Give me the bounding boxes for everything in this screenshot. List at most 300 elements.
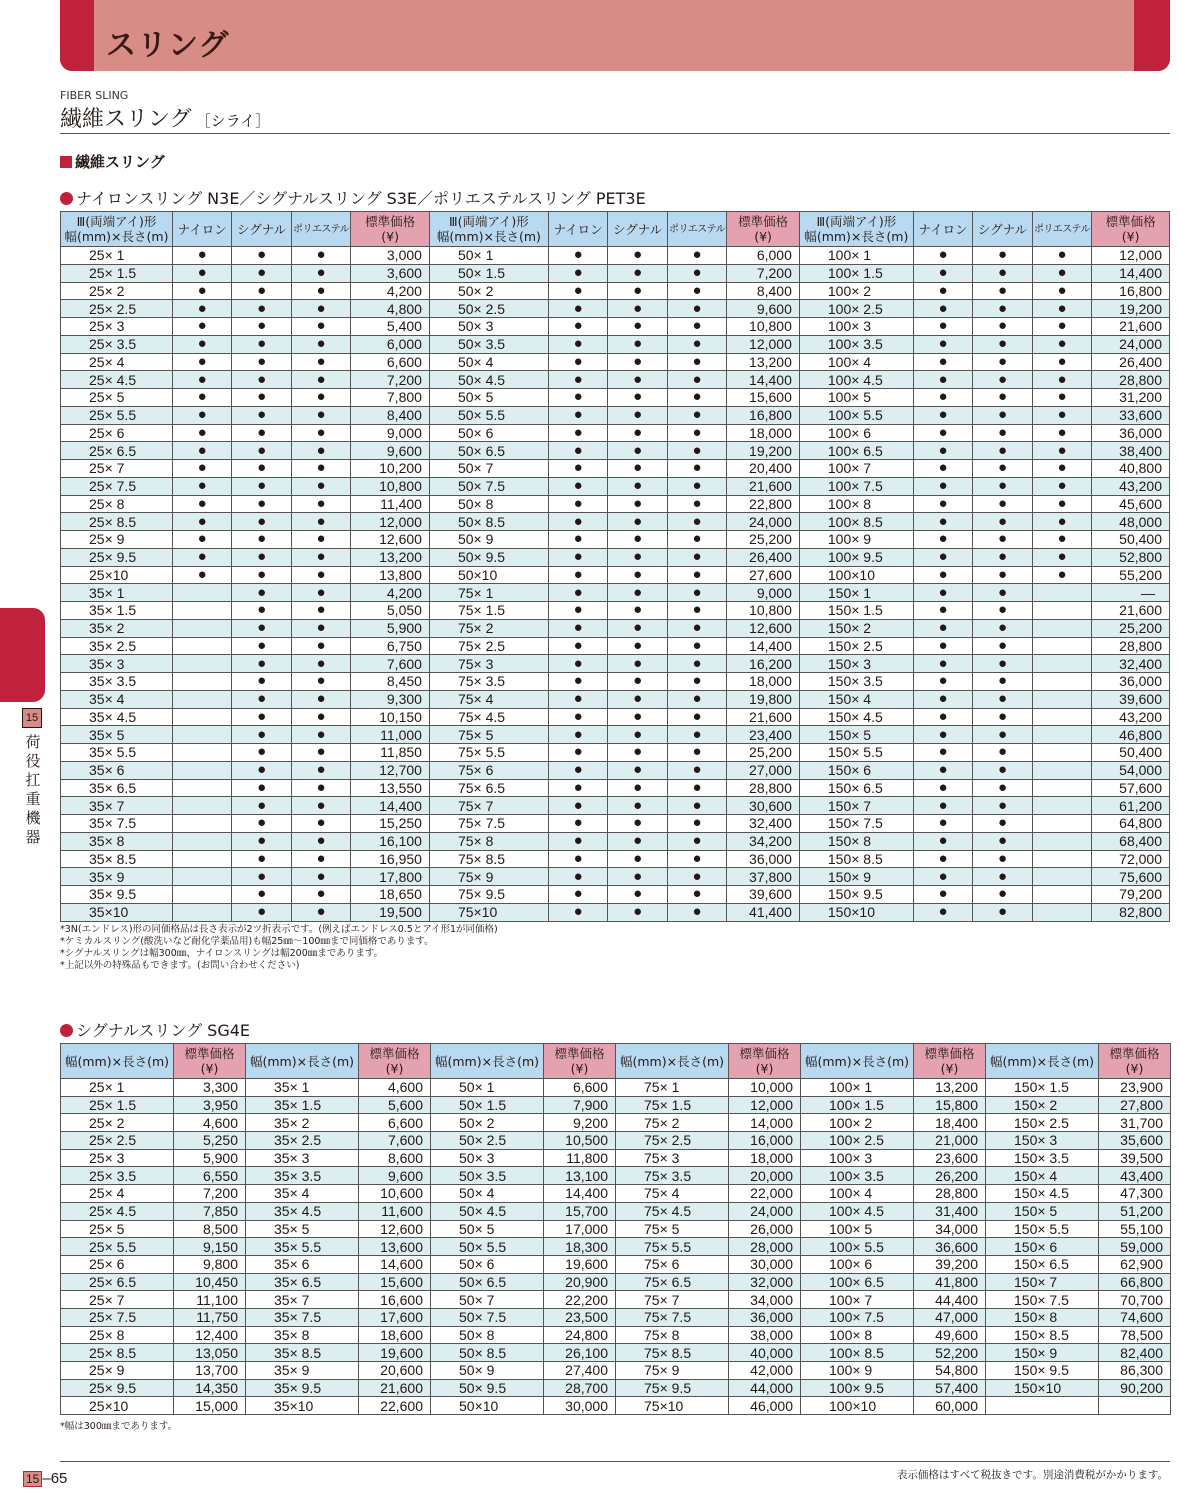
- table-row: [61, 300, 1170, 318]
- size-cell: 50× 4.5: [429, 371, 548, 389]
- polyester-availability-cell: ●: [291, 477, 350, 495]
- price-cell: 26,400: [727, 548, 800, 566]
- polyester-availability-cell: ●: [1032, 300, 1091, 318]
- signal-availability-cell: ●: [232, 335, 291, 353]
- price-cell: 16,000: [729, 1132, 801, 1150]
- nylon-availability-cell: ●: [913, 673, 972, 691]
- nylon-availability-cell: ●: [548, 637, 607, 655]
- size-cell: 50× 6.5: [429, 442, 548, 460]
- size-cell: 25× 8: [61, 495, 173, 513]
- nylon-availability-cell: ●: [172, 513, 231, 531]
- price-cell: 7,600: [359, 1132, 431, 1150]
- table-row: [61, 1291, 1171, 1309]
- nylon-availability-cell: ●: [548, 655, 607, 673]
- polyester-availability-cell: ●: [1032, 460, 1091, 478]
- price-cell: 8,450: [351, 673, 430, 691]
- price-cell: —: [1092, 584, 1170, 602]
- size-cell: 25× 6: [61, 1255, 174, 1273]
- size-cell: 75× 9.5: [429, 886, 548, 904]
- polyester-availability-cell: ●: [667, 832, 726, 850]
- signal-availability-cell: ●: [232, 282, 291, 300]
- table-row: [61, 1079, 1171, 1097]
- polyester-availability-cell: ●: [667, 868, 726, 886]
- polyester-availability-cell: ●: [291, 282, 350, 300]
- price-cell: 11,800: [544, 1149, 616, 1167]
- signal-availability-cell: ●: [608, 619, 667, 637]
- size-cell: 25× 4: [61, 1185, 174, 1203]
- polyester-availability-cell: ●: [291, 406, 350, 424]
- price-cell: 39,500: [1099, 1149, 1171, 1167]
- signal-availability-cell: ●: [973, 850, 1032, 868]
- price-cell: 32,400: [727, 815, 800, 833]
- nylon-availability-cell: ●: [172, 460, 231, 478]
- nylon-availability-cell: [172, 868, 231, 886]
- size-cell: 150× 5: [986, 1202, 1099, 1220]
- table-row: [61, 1167, 1171, 1185]
- circle-bullet-icon: [60, 1024, 73, 1037]
- signal-availability-cell: ●: [232, 406, 291, 424]
- price-cell: 8,500: [174, 1220, 246, 1238]
- size-cell: 75× 7: [616, 1291, 729, 1309]
- banner-accent-right: [1134, 0, 1170, 71]
- price-cell: 14,600: [359, 1255, 431, 1273]
- table-row: [61, 797, 1170, 815]
- polyester-availability-cell: [1032, 726, 1091, 744]
- nylon-availability-cell: ●: [172, 247, 231, 265]
- price-cell: 32,000: [729, 1273, 801, 1291]
- maker-name: ［シライ］: [195, 112, 271, 130]
- price-cell: 21,600: [727, 477, 800, 495]
- size-cell: 100× 1.5: [801, 1096, 914, 1114]
- table-row: [61, 548, 1170, 566]
- polyester-availability-cell: ●: [291, 389, 350, 407]
- polyester-availability-cell: [1032, 655, 1091, 673]
- price-cell: 8,400: [727, 282, 800, 300]
- signal-availability-cell: ●: [608, 637, 667, 655]
- polyester-availability-cell: [1032, 602, 1091, 620]
- size-cell: 25× 3: [61, 1149, 174, 1167]
- price-cell: 36,000: [1092, 424, 1170, 442]
- polyester-availability-cell: ●: [291, 353, 350, 371]
- size-cell: 75×10: [616, 1397, 729, 1415]
- price-cell: 33,600: [1092, 406, 1170, 424]
- table2-header-row: [61, 1044, 1171, 1079]
- nylon-availability-cell: ●: [548, 477, 607, 495]
- price-cell: 24,000: [727, 513, 800, 531]
- header-size: 幅(mm)×長さ(m): [616, 1044, 729, 1079]
- signal-availability-cell: ●: [232, 566, 291, 584]
- signal-availability-cell: ●: [973, 282, 1032, 300]
- table1-notes: [60, 924, 498, 972]
- nylon-availability-cell: ●: [548, 389, 607, 407]
- polyester-availability-cell: ●: [1032, 247, 1091, 265]
- price-cell: 20,600: [359, 1362, 431, 1380]
- size-cell: 25× 1.5: [61, 1096, 174, 1114]
- size-cell: 150× 8.5: [799, 850, 913, 868]
- signal-availability-cell: ●: [973, 424, 1032, 442]
- price-cell: 47,000: [914, 1308, 986, 1326]
- size-cell: 50× 9: [431, 1362, 544, 1380]
- signal-sling-price-table: [60, 1043, 1171, 1415]
- size-cell: 100×10: [799, 566, 913, 584]
- price-cell: 90,200: [1099, 1379, 1171, 1397]
- price-cell: 42,000: [729, 1362, 801, 1380]
- price-cell: 50,400: [1092, 531, 1170, 549]
- price-cell: 43,200: [1092, 477, 1170, 495]
- page-number: [23, 1470, 67, 1487]
- size-cell: 75× 8.5: [429, 850, 548, 868]
- polyester-availability-cell: ●: [667, 531, 726, 549]
- size-cell: 75× 9: [616, 1362, 729, 1380]
- polyester-availability-cell: ●: [1032, 531, 1091, 549]
- size-cell: 150× 8.5: [986, 1326, 1099, 1344]
- table1-heading-text: ナイロンスリング N3E／シグナルスリング S3E／ポリエステルスリング PET3E: [76, 189, 646, 208]
- signal-availability-cell: ●: [608, 868, 667, 886]
- price-cell: 12,000: [727, 335, 800, 353]
- price-cell: 26,000: [729, 1220, 801, 1238]
- polyester-availability-cell: ●: [667, 460, 726, 478]
- price-cell: 26,100: [544, 1344, 616, 1362]
- table-row: [61, 1114, 1171, 1132]
- price-cell: 64,800: [1092, 815, 1170, 833]
- signal-availability-cell: ●: [232, 850, 291, 868]
- size-cell: 75× 7.5: [429, 815, 548, 833]
- signal-availability-cell: ●: [608, 406, 667, 424]
- nylon-availability-cell: ●: [913, 531, 972, 549]
- polyester-availability-cell: ●: [291, 424, 350, 442]
- signal-availability-cell: ●: [232, 371, 291, 389]
- signal-availability-cell: ●: [973, 335, 1032, 353]
- table1-heading: [60, 186, 646, 209]
- polyester-availability-cell: [1032, 779, 1091, 797]
- polyester-availability-cell: ●: [1032, 406, 1091, 424]
- size-cell: 35× 8.5: [61, 850, 173, 868]
- price-cell: 13,600: [359, 1238, 431, 1256]
- price-cell: 15,800: [914, 1096, 986, 1114]
- polyester-availability-cell: ●: [291, 832, 350, 850]
- price-cell: 9,600: [351, 442, 430, 460]
- size-cell: 100×10: [801, 1397, 914, 1415]
- nylon-availability-cell: ●: [913, 761, 972, 779]
- size-cell: 50× 2: [431, 1114, 544, 1132]
- size-cell: 50× 2: [429, 282, 548, 300]
- polyester-availability-cell: ●: [1032, 424, 1091, 442]
- table-row: [61, 371, 1170, 389]
- price-cell: 4,600: [174, 1114, 246, 1132]
- size-cell: 35× 5.5: [246, 1238, 359, 1256]
- price-cell: 11,600: [359, 1202, 431, 1220]
- signal-availability-cell: ●: [608, 850, 667, 868]
- nylon-availability-cell: ●: [172, 495, 231, 513]
- price-cell: 54,800: [914, 1362, 986, 1380]
- size-cell: 35× 3: [246, 1149, 359, 1167]
- price-cell: 13,800: [351, 566, 430, 584]
- table-row: [61, 637, 1170, 655]
- nylon-availability-cell: ●: [913, 566, 972, 584]
- polyester-availability-cell: [1032, 637, 1091, 655]
- polyester-availability-cell: ●: [291, 637, 350, 655]
- nylon-availability-cell: ●: [913, 318, 972, 336]
- price-cell: 24,000: [729, 1202, 801, 1220]
- nylon-availability-cell: ●: [548, 779, 607, 797]
- nylon-availability-cell: ●: [172, 371, 231, 389]
- price-cell: 34,200: [727, 832, 800, 850]
- header-price: 標準価格 (¥): [727, 212, 800, 247]
- nylon-availability-cell: ●: [172, 531, 231, 549]
- signal-availability-cell: ●: [608, 477, 667, 495]
- size-cell: 35×10: [246, 1397, 359, 1415]
- price-cell: 14,400: [727, 371, 800, 389]
- size-cell: 150× 6: [986, 1238, 1099, 1256]
- size-cell: 25×10: [61, 566, 173, 584]
- page-chapter-box: 15: [23, 1471, 42, 1487]
- size-cell: 50× 8.5: [431, 1344, 544, 1362]
- price-cell: 16,800: [1092, 282, 1170, 300]
- english-subtitle: FIBER SLING: [60, 89, 129, 102]
- nylon-availability-cell: ●: [913, 726, 972, 744]
- polyester-availability-cell: ●: [667, 726, 726, 744]
- polyester-availability-cell: ●: [291, 531, 350, 549]
- size-cell: 150× 7: [799, 797, 913, 815]
- price-cell: 22,000: [729, 1185, 801, 1203]
- price-cell: 46,800: [1092, 726, 1170, 744]
- size-cell: 100× 8: [799, 495, 913, 513]
- table-row: [61, 495, 1170, 513]
- table-row: [61, 1220, 1171, 1238]
- price-cell: 7,200: [174, 1185, 246, 1203]
- size-cell: 75× 8.5: [616, 1344, 729, 1362]
- polyester-availability-cell: ●: [667, 247, 726, 265]
- price-cell: 9,000: [351, 424, 430, 442]
- size-cell: 75× 5: [429, 726, 548, 744]
- size-cell: 25× 3: [61, 318, 173, 336]
- signal-availability-cell: ●: [232, 744, 291, 762]
- signal-availability-cell: ●: [973, 513, 1032, 531]
- size-cell: 100× 9: [799, 531, 913, 549]
- table-row: [61, 335, 1170, 353]
- size-cell: 50× 1: [431, 1079, 544, 1097]
- nylon-availability-cell: ●: [172, 389, 231, 407]
- size-cell: 75× 9: [429, 868, 548, 886]
- polyester-availability-cell: ●: [667, 477, 726, 495]
- price-cell: 19,200: [727, 442, 800, 460]
- price-cell: 4,800: [351, 300, 430, 318]
- price-cell: 6,600: [544, 1079, 616, 1097]
- signal-availability-cell: ●: [608, 335, 667, 353]
- size-cell: 100× 5.5: [799, 406, 913, 424]
- polyester-availability-cell: ●: [291, 318, 350, 336]
- size-cell: 25× 3.5: [61, 335, 173, 353]
- polyester-availability-cell: ●: [667, 584, 726, 602]
- polyester-availability-cell: ●: [1032, 335, 1091, 353]
- signal-availability-cell: ●: [973, 690, 1032, 708]
- price-cell: 14,400: [351, 797, 430, 815]
- price-cell: 82,400: [1099, 1344, 1171, 1362]
- size-cell: 100× 4.5: [801, 1202, 914, 1220]
- nylon-availability-cell: ●: [172, 477, 231, 495]
- polyester-availability-cell: ●: [1032, 264, 1091, 282]
- nylon-availability-cell: ●: [548, 282, 607, 300]
- polyester-availability-cell: ●: [291, 815, 350, 833]
- size-cell: 25× 2.5: [61, 300, 173, 318]
- table-row: [61, 477, 1170, 495]
- polyester-availability-cell: ●: [291, 708, 350, 726]
- size-cell: 150×10: [799, 903, 913, 921]
- size-cell: 35× 1.5: [61, 602, 173, 620]
- nylon-availability-cell: ●: [913, 264, 972, 282]
- signal-availability-cell: ●: [232, 779, 291, 797]
- polyester-availability-cell: ●: [667, 761, 726, 779]
- polyester-availability-cell: ●: [1032, 513, 1091, 531]
- price-cell: 17,800: [351, 868, 430, 886]
- price-cell: 3,000: [351, 247, 430, 265]
- price-cell: 54,000: [1092, 761, 1170, 779]
- signal-availability-cell: ●: [232, 726, 291, 744]
- size-cell: 25× 5.5: [61, 406, 173, 424]
- price-cell: 14,400: [1092, 264, 1170, 282]
- size-cell: 35× 7: [61, 797, 173, 815]
- nylon-availability-cell: [172, 726, 231, 744]
- chapter-number-box: 15: [22, 708, 42, 728]
- nylon-availability-cell: [172, 690, 231, 708]
- signal-availability-cell: ●: [973, 371, 1032, 389]
- size-cell: 35× 5: [246, 1220, 359, 1238]
- size-cell: 35× 3: [61, 655, 173, 673]
- table-row: [61, 673, 1170, 691]
- size-cell: 25× 6.5: [61, 442, 173, 460]
- size-cell: 150× 2: [799, 619, 913, 637]
- size-cell: 35× 6.5: [246, 1273, 359, 1291]
- size-cell: 150× 7.5: [986, 1291, 1099, 1309]
- nylon-availability-cell: ●: [172, 548, 231, 566]
- size-cell: 150× 4: [986, 1167, 1099, 1185]
- nylon-availability-cell: ●: [172, 264, 231, 282]
- size-cell: 35× 8.5: [246, 1344, 359, 1362]
- price-cell: 13,050: [174, 1344, 246, 1362]
- price-cell: 22,600: [359, 1397, 431, 1415]
- header-price: 標準価格 (¥): [1092, 212, 1170, 247]
- nylon-availability-cell: ●: [172, 318, 231, 336]
- banner-accent-left: [60, 0, 94, 71]
- size-cell: 50× 4: [429, 353, 548, 371]
- size-cell: 150× 5.5: [986, 1220, 1099, 1238]
- polyester-availability-cell: ●: [291, 371, 350, 389]
- polyester-availability-cell: [1032, 744, 1091, 762]
- price-cell: 21,600: [359, 1379, 431, 1397]
- price-cell: 3,300: [174, 1079, 246, 1097]
- price-cell: 40,000: [729, 1344, 801, 1362]
- size-cell: 75× 1: [616, 1079, 729, 1097]
- price-cell: 27,600: [727, 566, 800, 584]
- table-row: [61, 1202, 1171, 1220]
- nylon-availability-cell: [172, 886, 231, 904]
- nylon-availability-cell: ●: [548, 584, 607, 602]
- price-cell: 7,600: [351, 655, 430, 673]
- header-nylon: ナイロン: [913, 212, 972, 247]
- price-cell: 19,500: [351, 903, 430, 921]
- signal-availability-cell: ●: [232, 300, 291, 318]
- nylon-availability-cell: ●: [913, 708, 972, 726]
- size-cell: 75× 2: [429, 619, 548, 637]
- size-cell: 100× 7: [799, 460, 913, 478]
- signal-availability-cell: ●: [973, 531, 1032, 549]
- size-cell: 25× 1: [61, 1079, 174, 1097]
- nylon-availability-cell: ●: [913, 300, 972, 318]
- price-cell: 4,600: [359, 1079, 431, 1097]
- signal-availability-cell: ●: [608, 797, 667, 815]
- polyester-availability-cell: ●: [667, 353, 726, 371]
- price-cell: 28,700: [544, 1379, 616, 1397]
- chapter-label: 荷役扛重機器: [25, 733, 41, 846]
- size-cell: 35× 9: [61, 868, 173, 886]
- price-cell: 28,800: [914, 1185, 986, 1203]
- price-cell: 40,800: [1092, 460, 1170, 478]
- size-cell: 100× 7.5: [799, 477, 913, 495]
- price-cell: 6,600: [359, 1114, 431, 1132]
- polyester-availability-cell: ●: [291, 460, 350, 478]
- size-cell: 150× 6.5: [986, 1255, 1099, 1273]
- price-cell: 18,000: [727, 673, 800, 691]
- nylon-availability-cell: [172, 832, 231, 850]
- signal-availability-cell: ●: [608, 318, 667, 336]
- table-row: [61, 903, 1170, 921]
- size-cell: 150× 5: [799, 726, 913, 744]
- size-cell: 50× 1.5: [431, 1096, 544, 1114]
- signal-availability-cell: ●: [973, 744, 1032, 762]
- nylon-availability-cell: [172, 673, 231, 691]
- size-cell: 35×10: [61, 903, 173, 921]
- header-size: Ⅲ(両端アイ)形 幅(mm)×長さ(m): [799, 212, 913, 247]
- price-cell: 30,000: [729, 1255, 801, 1273]
- price-cell: 34,000: [729, 1291, 801, 1309]
- price-cell: 44,400: [914, 1291, 986, 1309]
- size-cell: 150× 8: [986, 1308, 1099, 1326]
- header-signal: シグナル: [608, 212, 667, 247]
- size-cell: 100× 4.5: [799, 371, 913, 389]
- polyester-availability-cell: ●: [1032, 442, 1091, 460]
- size-cell: 100× 3.5: [801, 1167, 914, 1185]
- price-cell: 25,200: [727, 531, 800, 549]
- table-row: [61, 1308, 1171, 1326]
- signal-availability-cell: ●: [608, 548, 667, 566]
- size-cell: 35× 3.5: [246, 1167, 359, 1185]
- header-price: 標準価格 (¥): [174, 1044, 246, 1079]
- price-cell: 14,400: [544, 1185, 616, 1203]
- size-cell: 100× 5: [799, 389, 913, 407]
- size-cell: 75× 2: [616, 1114, 729, 1132]
- size-cell: 50× 5.5: [431, 1238, 544, 1256]
- table-row: [61, 1379, 1171, 1397]
- nylon-availability-cell: ●: [913, 495, 972, 513]
- note-line: *ケミカルスリング(酸洗いなど耐化学薬品用)も幅25㎜～100㎜まで同価格であります。: [60, 936, 434, 947]
- price-cell: 26,400: [1092, 353, 1170, 371]
- size-cell: 75× 2.5: [429, 637, 548, 655]
- signal-availability-cell: ●: [973, 548, 1032, 566]
- price-cell: 26,200: [914, 1167, 986, 1185]
- size-cell: 50× 7.5: [429, 477, 548, 495]
- polyester-availability-cell: ●: [667, 264, 726, 282]
- nylon-availability-cell: ●: [913, 371, 972, 389]
- size-cell: 150× 3.5: [986, 1149, 1099, 1167]
- polyester-availability-cell: ●: [667, 903, 726, 921]
- nylon-availability-cell: ●: [913, 477, 972, 495]
- size-cell: 100× 8.5: [801, 1344, 914, 1362]
- price-cell: 12,000: [1092, 247, 1170, 265]
- signal-availability-cell: ●: [973, 247, 1032, 265]
- price-cell: 9,800: [174, 1255, 246, 1273]
- polyester-availability-cell: ●: [291, 779, 350, 797]
- price-cell: 10,000: [729, 1079, 801, 1097]
